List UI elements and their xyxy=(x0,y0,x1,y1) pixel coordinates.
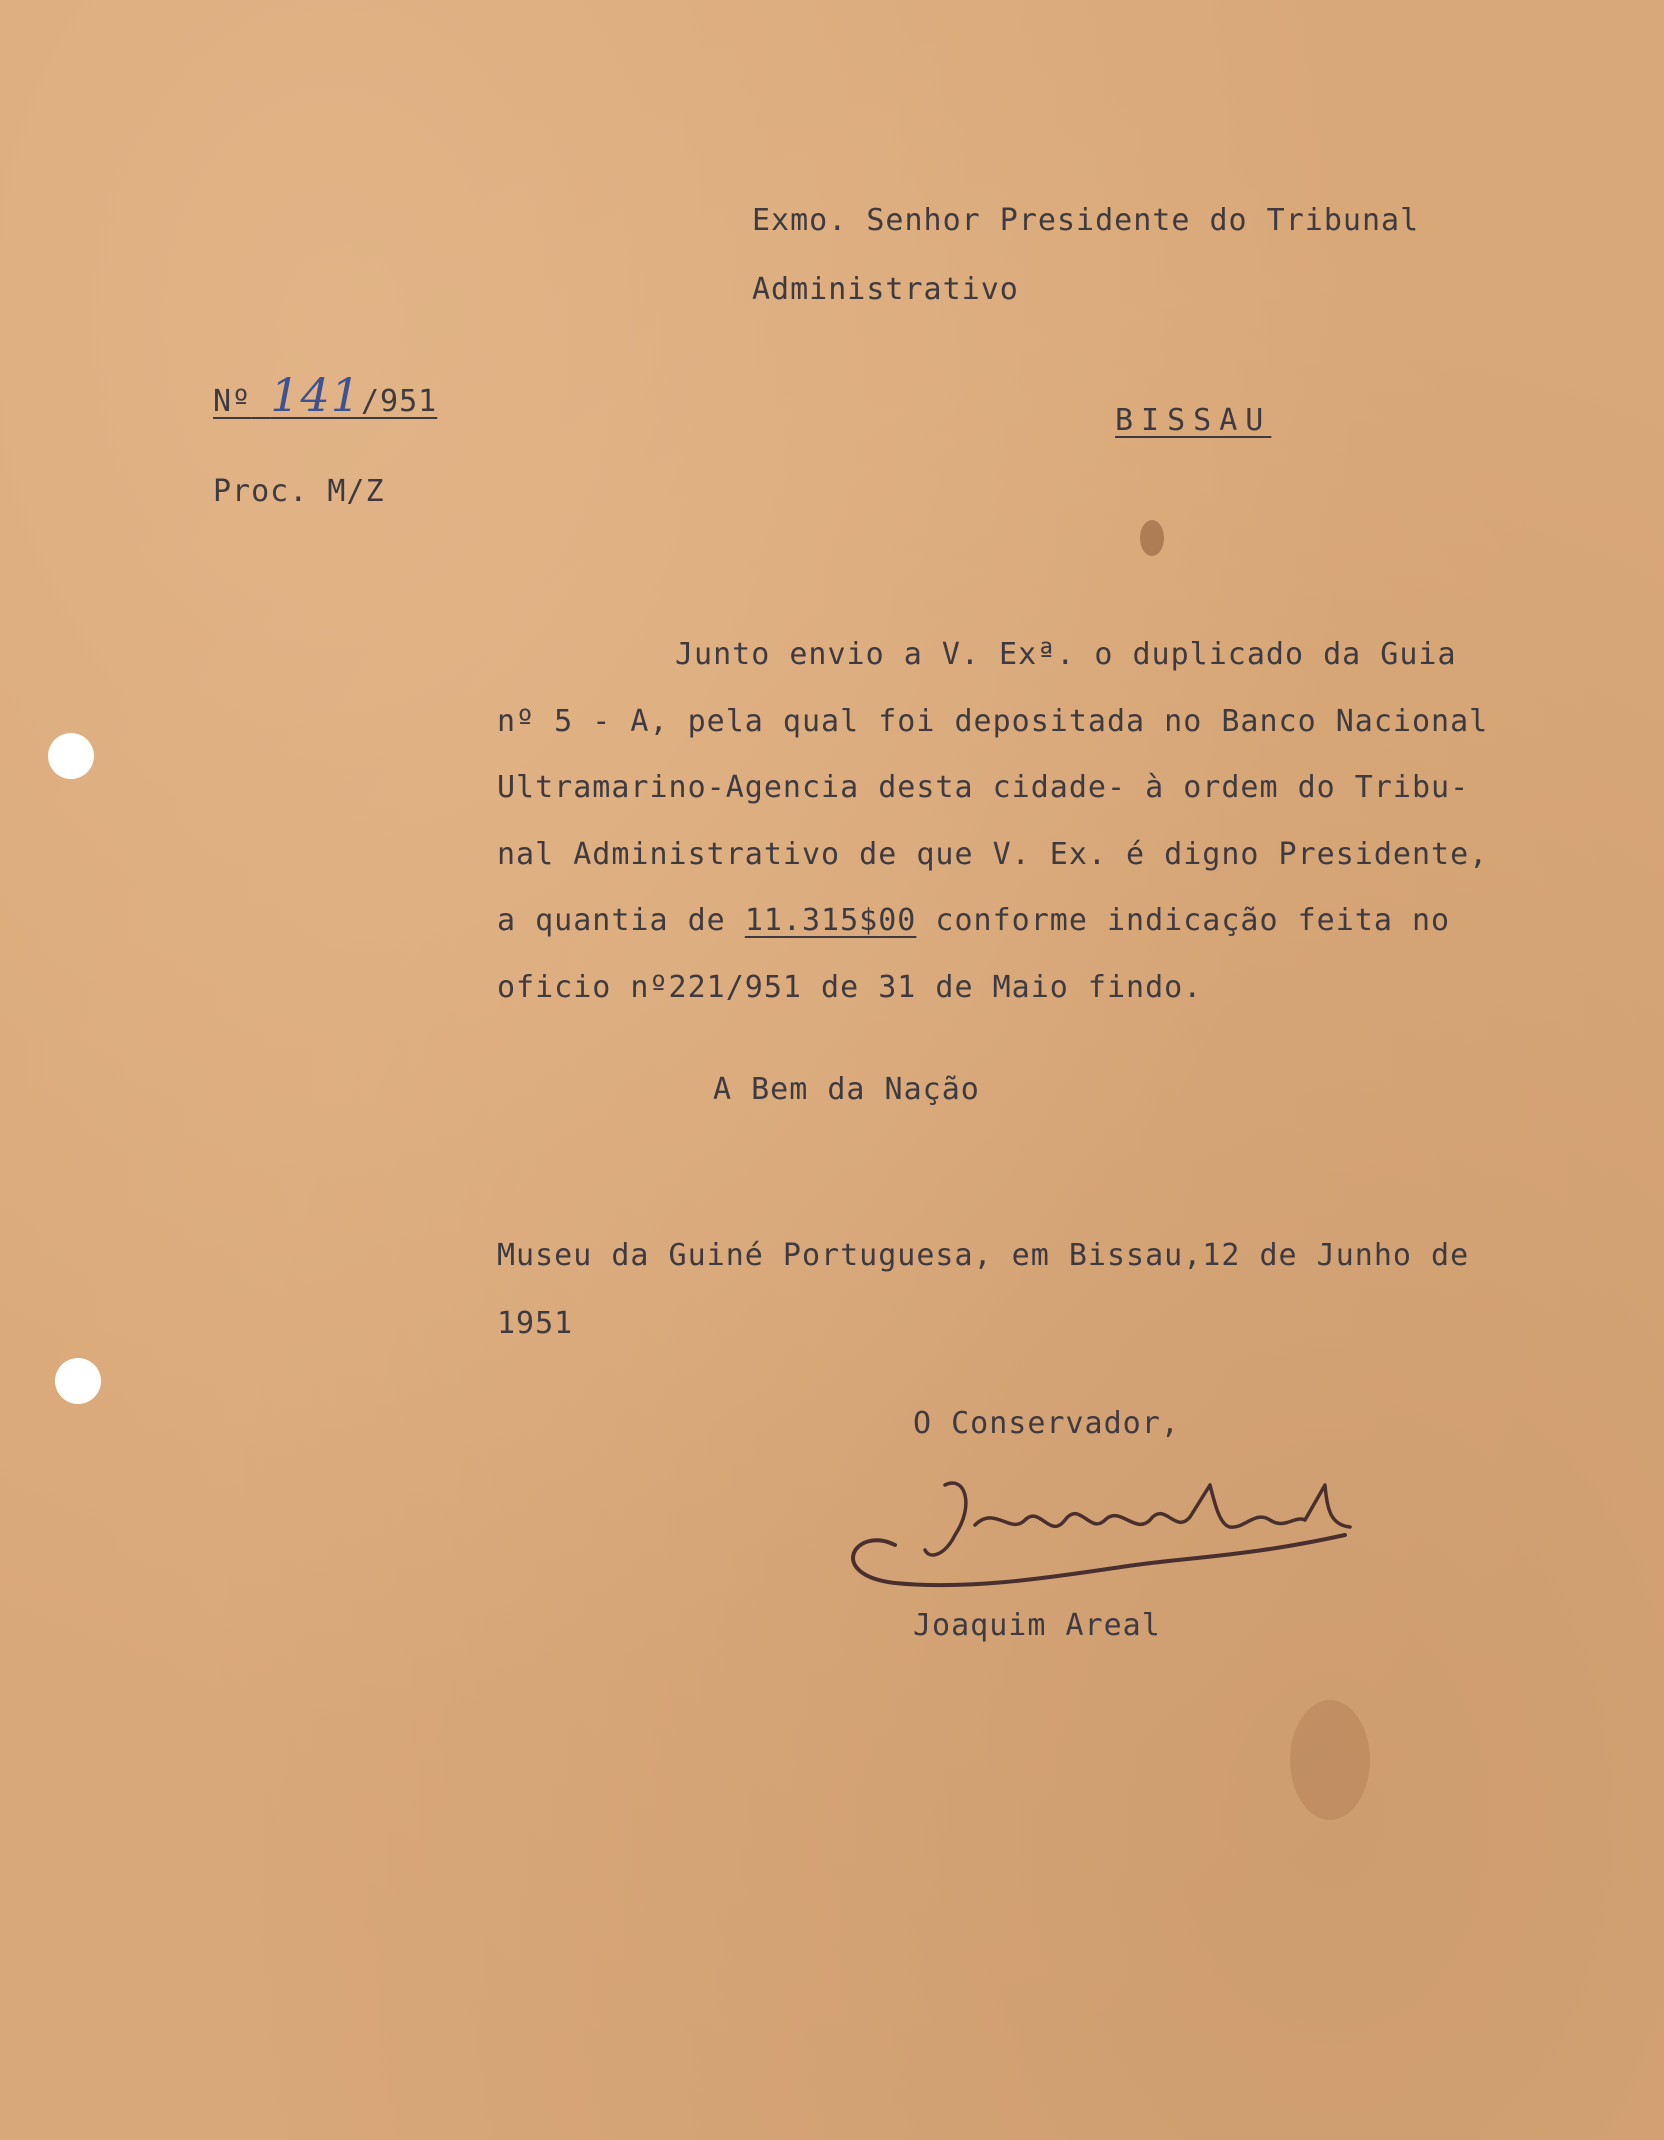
amount-label: a quantia de xyxy=(497,903,745,938)
addressee-line-1: Exmo. Senhor Presidente do Tribunal xyxy=(752,203,1420,238)
reference-number-handwritten: 141 xyxy=(270,368,361,422)
reference-number xyxy=(213,368,437,422)
body-line-4: nal Administrativo de que V. Ex. é digno Presidente, xyxy=(497,837,1489,872)
body-line-6: oficio nº221/951 de 31 de Maio findo. xyxy=(497,970,1203,1005)
process-reference: Proc. M/Z xyxy=(213,474,385,509)
paper-stain xyxy=(1140,520,1164,556)
reference-number-prefix: Nº xyxy=(213,384,252,419)
body-line-1: Junto envio a V. Exª. o duplicado da Guia xyxy=(675,637,1457,672)
signatory-name: Joaquim Areal xyxy=(913,1608,1161,1643)
punch-hole-top xyxy=(48,733,94,779)
body-line-2: nº 5 - A, pela qual foi depositada no Banco Nacional xyxy=(497,704,1489,739)
body-line-3: Ultramarino-Agencia desta cidade- à ordem do Tribu- xyxy=(497,770,1470,805)
city-name: BISSAU xyxy=(1115,403,1272,438)
punch-hole-bottom xyxy=(55,1358,101,1404)
signatory-title: O Conservador, xyxy=(913,1406,1180,1441)
place-date-line-1: Museu da Guiné Portuguesa, em Bissau,12 de Junho de xyxy=(497,1238,1470,1273)
paper-stain xyxy=(1290,1700,1370,1820)
reference-number-year: /951 xyxy=(361,384,438,419)
deposit-amount: 11.315$00 xyxy=(744,903,917,938)
addressee-line-2: Administrativo xyxy=(752,272,1019,307)
closing-salutation: A Bem da Nação xyxy=(713,1072,980,1107)
amount-tail: conforme indicação feita no xyxy=(916,903,1451,938)
place-date-line-2: 1951 xyxy=(497,1306,574,1341)
body-line-5 xyxy=(497,903,1450,938)
handwritten-signature xyxy=(835,1465,1355,1595)
